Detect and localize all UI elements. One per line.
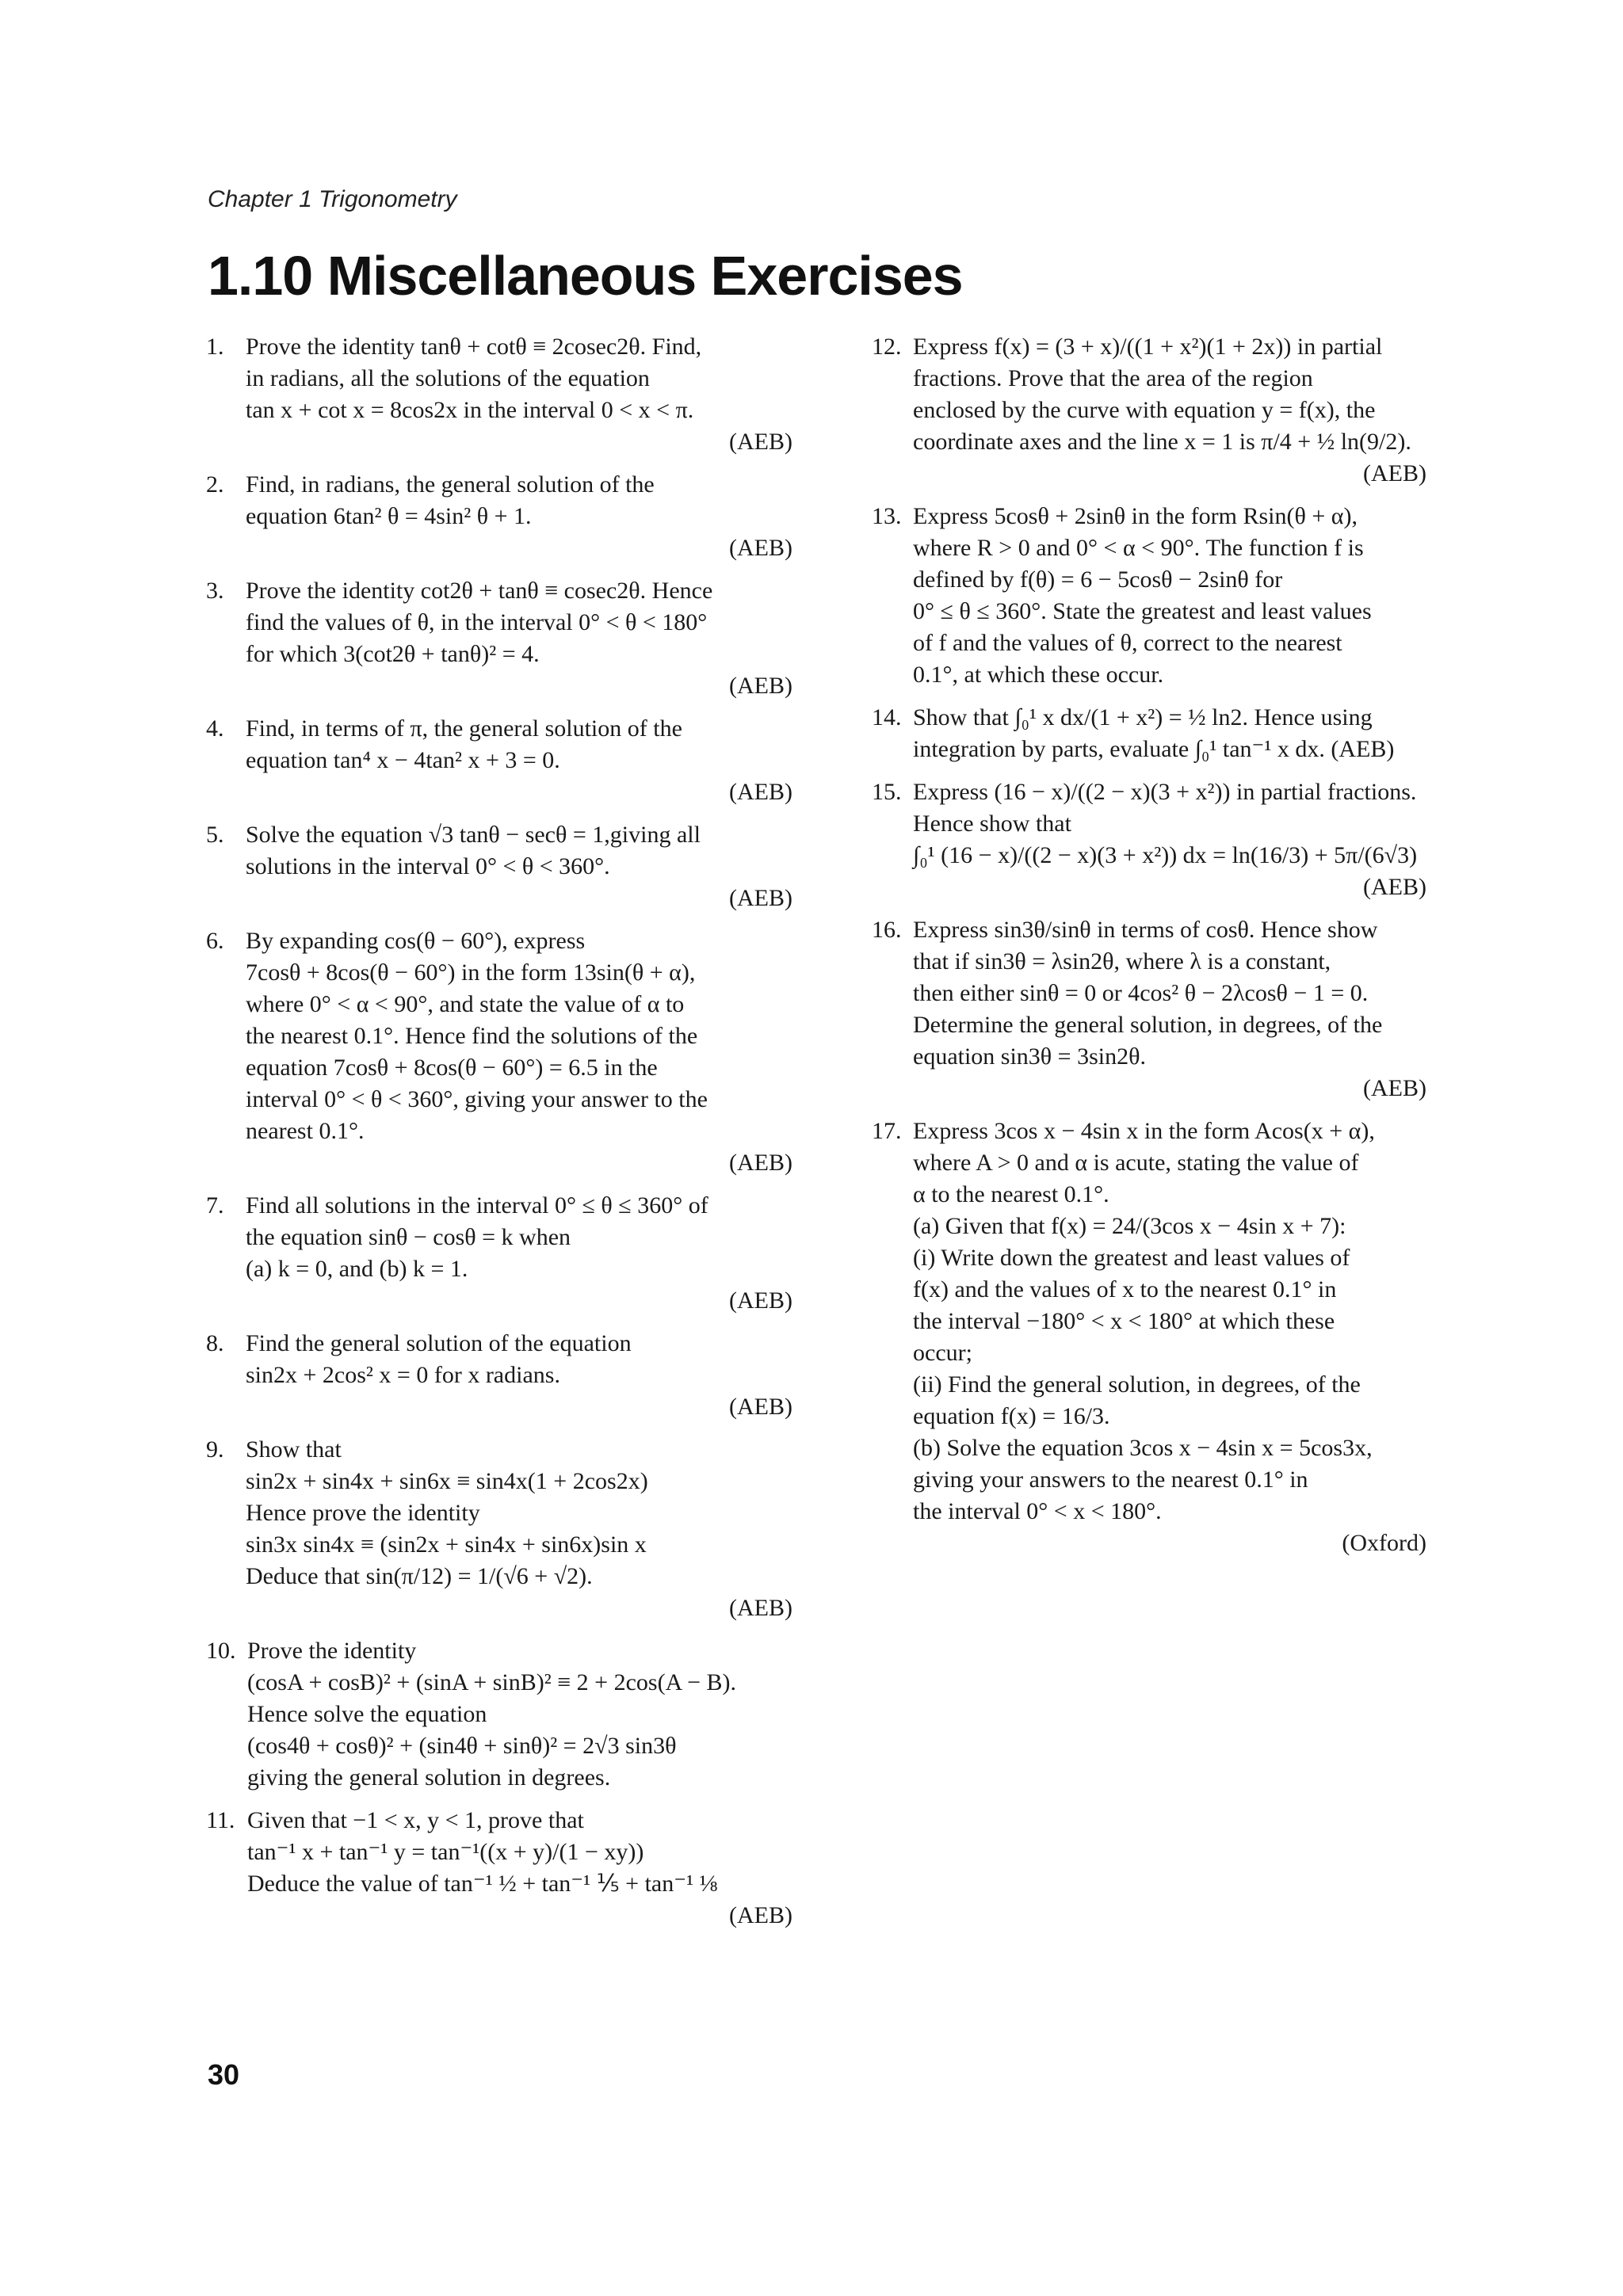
exercise-line: Deduce the value of tan⁻¹ ½ + tan⁻¹ ⅕ + tan⁻¹ ⅛ bbox=[247, 1871, 718, 1897]
exercise-number: 5. bbox=[206, 822, 224, 848]
exercise-line: find the values of θ, in the interval 0° < θ < 180° bbox=[246, 609, 708, 635]
exercise-source: (AEB) bbox=[729, 1394, 792, 1420]
exercise-line: tan x + cot x = 8cos2x in the interval 0 < x < π. bbox=[246, 397, 694, 423]
exercise-line: Hence show that bbox=[913, 810, 1071, 837]
exercise bbox=[206, 819, 792, 914]
exercise bbox=[872, 501, 1426, 691]
exercise-line: equation sin3θ = 3sin2θ. bbox=[913, 1043, 1146, 1070]
exercise-line: for which 3(cot2θ + tanθ)² = 4. bbox=[246, 641, 540, 667]
exercise-line: (cosA + cosB)² + (sinA + sinB)² ≡ 2 + 2cos(A − B). bbox=[247, 1669, 736, 1695]
exercise-source: (AEB) bbox=[729, 1595, 792, 1621]
exercise bbox=[872, 1116, 1426, 1559]
exercise-line: where R > 0 and 0° < α < 90°. The function f is bbox=[913, 535, 1364, 561]
exercise-line: Show that ∫₀¹ x dx/(1 + x²) = ½ ln2. Hence using bbox=[913, 704, 1373, 730]
exercise-line: Express 5cosθ + 2sinθ in the form Rsin(θ + α), bbox=[913, 503, 1358, 529]
exercise-source: (AEB) bbox=[729, 673, 792, 699]
exercise bbox=[206, 575, 792, 702]
exercise-line: interval 0° < θ < 360°, giving your answer to the bbox=[246, 1086, 708, 1112]
exercise-number: 7. bbox=[206, 1192, 224, 1219]
exercise-number: 1. bbox=[206, 334, 224, 360]
exercise-line: (a) k = 0, and (b) k = 1. bbox=[246, 1256, 468, 1282]
exercise-line: 7cosθ + 8cos(θ − 60°) in the form 13sin(θ + α), bbox=[246, 959, 696, 986]
exercise-line: (b) Solve the equation 3cos x − 4sin x = 5cos3x, bbox=[913, 1435, 1373, 1461]
exercise-number: 16. bbox=[872, 917, 902, 943]
exercise-number: 12. bbox=[872, 334, 902, 360]
exercise-line: Deduce that sin(π/12) = 1/(√6 + √2). bbox=[246, 1563, 593, 1589]
exercise-line: giving the general solution in degrees. bbox=[247, 1764, 611, 1791]
exercise-line: Hence prove the identity bbox=[246, 1500, 480, 1526]
exercise-line: Prove the identity cot2θ + tanθ ≡ cosec2θ. Hence bbox=[246, 578, 713, 604]
exercise bbox=[206, 925, 792, 1179]
exercise-line: tan⁻¹ x + tan⁻¹ y = tan⁻¹((x + y)/(1 − xy)) bbox=[247, 1839, 644, 1865]
exercise-number: 11. bbox=[206, 1807, 235, 1833]
exercise bbox=[206, 331, 792, 458]
exercise-line: in radians, all the solutions of the equation bbox=[246, 365, 650, 391]
exercise-number: 17. bbox=[872, 1118, 902, 1144]
exercise bbox=[872, 331, 1426, 490]
exercise bbox=[872, 914, 1426, 1104]
exercise-line: equation 6tan² θ = 4sin² θ + 1. bbox=[246, 503, 532, 529]
exercise-line: Express sin3θ/sinθ in terms of cosθ. Hence show bbox=[913, 917, 1378, 943]
exercise-number: 2. bbox=[206, 471, 224, 498]
exercise-line: fractions. Prove that the area of the region bbox=[913, 365, 1313, 391]
exercise-line: defined by f(θ) = 6 − 5cosθ − 2sinθ for bbox=[913, 566, 1283, 593]
exercise-number: 3. bbox=[206, 578, 224, 604]
exercise-number: 8. bbox=[206, 1330, 224, 1356]
exercise bbox=[206, 1434, 792, 1624]
exercise-line: enclosed by the curve with equation y = f(x), the bbox=[913, 397, 1376, 423]
exercise-line: sin2x + sin4x + sin6x ≡ sin4x(1 + 2cos2x) bbox=[246, 1468, 648, 1494]
exercise-line: the interval 0° < x < 180°. bbox=[913, 1498, 1162, 1524]
exercise-line: α to the nearest 0.1°. bbox=[913, 1181, 1109, 1207]
exercise-line: Prove the identity tanθ + cotθ ≡ 2cosec2θ. Find, bbox=[246, 334, 702, 360]
exercise-line: Express (16 − x)/((2 − x)(3 + x²)) in partial fractions. bbox=[913, 779, 1417, 805]
exercise-line: (a) Given that f(x) = 24/(3cos x − 4sin x + 7): bbox=[913, 1213, 1346, 1239]
exercise-line: of f and the values of θ, correct to the nearest bbox=[913, 630, 1342, 656]
exercise-line: Given that −1 < x, y < 1, prove that bbox=[247, 1807, 584, 1833]
exercise-line: Determine the general solution, in degrees, of the bbox=[913, 1012, 1383, 1038]
exercise-line: giving your answers to the nearest 0.1° in bbox=[913, 1466, 1308, 1493]
exercise-number: 15. bbox=[872, 779, 902, 805]
exercise-line: By expanding cos(θ − 60°), express bbox=[246, 928, 586, 954]
exercise-line: equation tan⁴ x − 4tan² x + 3 = 0. bbox=[246, 747, 560, 773]
exercise bbox=[206, 1805, 792, 1932]
running-head: Chapter 1 Trigonometry bbox=[208, 186, 457, 212]
left-column bbox=[206, 331, 792, 1943]
exercise-number: 13. bbox=[872, 503, 902, 529]
exercise-line: sin3x sin4x ≡ (sin2x + sin4x + sin6x)sin x bbox=[246, 1531, 647, 1558]
exercise-line: coordinate axes and the line x = 1 is π/4 + ½ ln(9/2). bbox=[913, 429, 1411, 455]
exercise-line: the equation sinθ − cosθ = k when bbox=[246, 1224, 571, 1250]
exercise-source: (AEB) bbox=[729, 429, 792, 455]
exercise-line: the interval −180° < x < 180° at which these bbox=[913, 1308, 1335, 1334]
exercise-source: (AEB) bbox=[729, 885, 792, 911]
exercise-line: 0° ≤ θ ≤ 360°. State the greatest and least values bbox=[913, 598, 1372, 624]
exercise-source: (Oxford) bbox=[1342, 1530, 1426, 1556]
exercise-line: that if sin3θ = λsin2θ, where λ is a constant, bbox=[913, 948, 1331, 974]
exercise-line: Hence solve the equation bbox=[247, 1701, 487, 1727]
exercise bbox=[206, 1190, 792, 1317]
right-column bbox=[872, 331, 1426, 1570]
exercise-source: (AEB) bbox=[729, 779, 792, 805]
exercise-line: the nearest 0.1°. Hence find the solutions of the bbox=[246, 1023, 698, 1049]
exercise-line: (ii) Find the general solution, in degrees, of the bbox=[913, 1371, 1361, 1398]
exercise-line: equation f(x) = 16/3. bbox=[913, 1403, 1110, 1429]
exercise-line: solutions in the interval 0° < θ < 360°. bbox=[246, 853, 610, 879]
exercise bbox=[206, 469, 792, 564]
exercise-number: 4. bbox=[206, 715, 224, 742]
exercise-line: Express f(x) = (3 + x)/((1 + x²)(1 + 2x)) in partial bbox=[913, 334, 1383, 360]
exercise-line: 0.1°, at which these occur. bbox=[913, 662, 1164, 688]
exercise bbox=[206, 713, 792, 808]
exercise-line: Prove the identity bbox=[247, 1638, 417, 1664]
exercise bbox=[206, 1635, 792, 1794]
exercise-line: where A > 0 and α is acute, stating the value of bbox=[913, 1150, 1359, 1176]
exercise-line: (cos4θ + cosθ)² + (sin4θ + sinθ)² = 2√3 sin3θ bbox=[247, 1733, 677, 1759]
exercise-line: Find all solutions in the interval 0° ≤ θ ≤ 360° of bbox=[246, 1192, 708, 1219]
exercise-source: (AEB) bbox=[729, 535, 792, 561]
exercise bbox=[872, 776, 1426, 903]
exercise-number: 14. bbox=[872, 704, 902, 730]
exercise-source: (AEB) bbox=[729, 1150, 792, 1176]
exercise-line: occur; bbox=[913, 1340, 972, 1366]
exercise-line: then either sinθ = 0 or 4cos² θ − 2λcosθ − 1 = 0. bbox=[913, 980, 1369, 1006]
exercise-source: (AEB) bbox=[1363, 874, 1426, 900]
exercise-line: Find, in radians, the general solution of the bbox=[246, 471, 655, 498]
exercise-line: Find, in terms of π, the general solution of the bbox=[246, 715, 682, 742]
section-title: 1.10 Miscellaneous Exercises bbox=[208, 245, 963, 307]
exercise-line: (i) Write down the greatest and least values of bbox=[913, 1245, 1350, 1271]
exercise-line: integration by parts, evaluate ∫₀¹ tan⁻¹ x dx. (AEB) bbox=[913, 736, 1395, 762]
exercise bbox=[206, 1328, 792, 1423]
exercise-line: f(x) and the values of x to the nearest 0.1° in bbox=[913, 1276, 1337, 1302]
exercise-line: ∫₀¹ (16 − x)/((2 − x)(3 + x²)) dx = ln(16/3) + 5π/(6√3) bbox=[913, 842, 1418, 868]
exercise-line: Show that bbox=[246, 1436, 342, 1463]
page-number: 30 bbox=[208, 2058, 240, 2091]
exercise-line: where 0° < α < 90°, and state the value of α to bbox=[246, 991, 685, 1017]
exercise-line: equation 7cosθ + 8cos(θ − 60°) = 6.5 in the bbox=[246, 1055, 658, 1081]
exercise-source: (AEB) bbox=[1363, 1075, 1426, 1101]
exercise bbox=[872, 702, 1426, 765]
exercise-number: 10. bbox=[206, 1638, 236, 1664]
exercise-line: nearest 0.1°. bbox=[246, 1118, 365, 1144]
exercise-line: sin2x + 2cos² x = 0 for x radians. bbox=[246, 1362, 560, 1388]
exercise-source: (AEB) bbox=[729, 1287, 792, 1314]
exercise-number: 9. bbox=[206, 1436, 224, 1463]
exercise-line: Solve the equation √3 tanθ − secθ = 1,giving all bbox=[246, 822, 701, 848]
exercise-number: 6. bbox=[206, 928, 224, 954]
exercise-line: Express 3cos x − 4sin x in the form Acos(x + α), bbox=[913, 1118, 1375, 1144]
exercise-source: (AEB) bbox=[1363, 460, 1426, 486]
exercise-line: Find the general solution of the equation bbox=[246, 1330, 632, 1356]
exercise-source: (AEB) bbox=[729, 1902, 792, 1928]
